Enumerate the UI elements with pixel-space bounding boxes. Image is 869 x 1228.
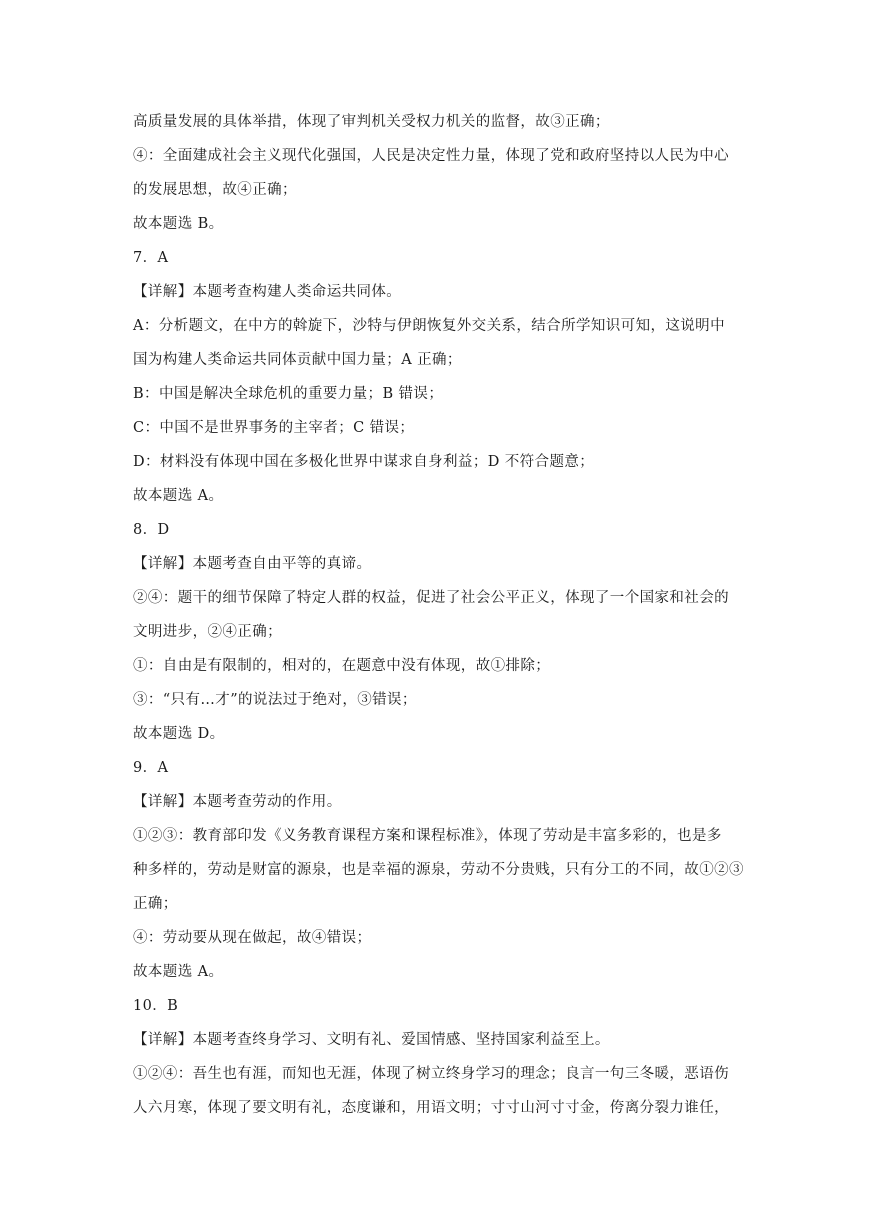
text-line: C：中国不是世界事务的主宰者；C 错误； — [133, 420, 415, 436]
conclusion-line: 故本题选 B。 — [133, 216, 224, 232]
question-answer-7: 7．A — [133, 250, 169, 266]
text-line: ④：全面建成社会主义现代化强国，人民是决定性力量，体现了党和政府坚持以人民为中心 — [133, 148, 729, 164]
text-line: B：中国是解决全球危机的重要力量；B 错误； — [133, 386, 444, 402]
text-line: 国为构建人类命运共同体贡献中国力量；A 正确； — [133, 352, 462, 368]
conclusion-line: 故本题选 A。 — [133, 964, 224, 980]
text-line: 的发展思想，故④正确； — [133, 182, 297, 198]
question-answer-10: 10．B — [133, 998, 179, 1014]
text-line: ③：“只有…才”的说法过于绝对，③错误； — [133, 692, 417, 708]
explanation-heading: 【详解】本题考查自由平等的真谛。 — [133, 556, 372, 572]
text-line: 人六月寒，体现了要文明有礼，态度谦和，用语文明；寸寸山河寸寸金，侉离分裂力谁任， — [133, 1100, 729, 1116]
explanation-heading: 【详解】本题考查构建人类命运共同体。 — [133, 284, 402, 300]
text-line: 高质量发展的具体举措，体现了审判机关受权力机关的监督，故③正确； — [133, 114, 610, 130]
answer-text-body — [133, 108, 745, 1128]
conclusion-line: 故本题选 D。 — [133, 726, 225, 742]
text-line: ④：劳动要从现在做起，故④错误； — [133, 930, 372, 946]
text-line: 文明进步，②④正确； — [133, 624, 282, 640]
text-line: 种多样的，劳动是财富的源泉，也是幸福的源泉，劳动不分贵贱，只有分工的不同，故①②③ — [133, 862, 744, 878]
text-line: D：材料没有体现中国在多极化世界中谋求自身利益；D 不符合题意； — [133, 454, 595, 470]
explanation-heading: 【详解】本题考查劳动的作用。 — [133, 794, 342, 810]
question-answer-9: 9．A — [133, 760, 169, 776]
text-line: ②④：题干的细节保障了特定人群的权益，促进了社会公平正义，体现了一个国家和社会的 — [133, 590, 729, 606]
text-line: ①：自由是有限制的，相对的，在题意中没有体现，故①排除； — [133, 658, 551, 674]
question-answer-8: 8．D — [133, 522, 170, 538]
text-line: A：分析题文，在中方的斡旋下，沙特与伊朗恢复外交关系，结合所学知识可知，这说明中 — [133, 318, 725, 334]
text-line: 正确； — [133, 896, 178, 912]
explanation-heading: 【详解】本题考查终身学习、文明有礼、爱国情感、坚持国家利益至上。 — [133, 1032, 610, 1048]
text-line: ①②④：吾生也有涯，而知也无涯，体现了树立终身学习的理念；良言一句三冬暖，恶语伤 — [133, 1066, 729, 1082]
conclusion-line: 故本题选 A。 — [133, 488, 224, 504]
text-line: ①②③：教育部印发《义务教育课程方案和课程标准》，体现了劳动是丰富多彩的，也是多 — [133, 828, 722, 844]
